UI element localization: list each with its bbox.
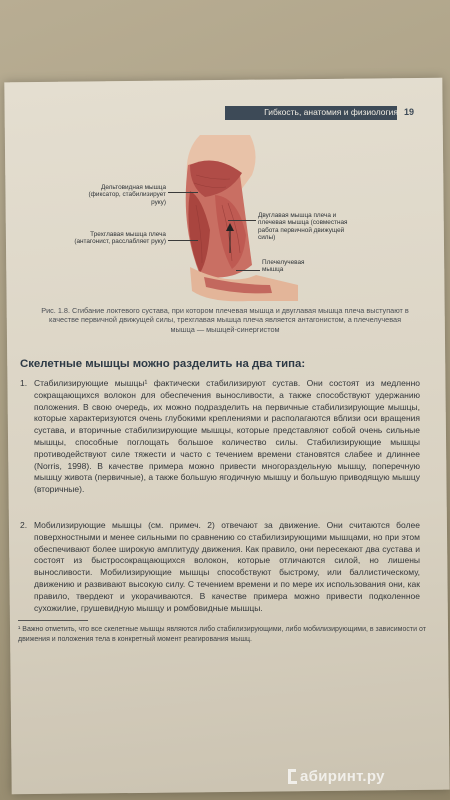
figure-caption: Рис. 1.8. Сгибание локтевого сустава, при котором плечевая мышца и двуглавая мышца плеча выступают в качестве первичной движущей силы, трехглавая мышца плеча является антагонистом, а плечелучевая мышца — мышцей-синергистом xyxy=(41,306,409,334)
list-item-number: 2. xyxy=(20,520,28,530)
callout-triceps: Трехглавая мышца плеча (антагонист, расслабляет руку) xyxy=(74,231,166,246)
section-heading: Скелетные мышцы можно разделить на два типа: xyxy=(20,358,306,370)
callout-brachioradialis: Плечелучевая мышца xyxy=(262,259,305,274)
labirint-logo-icon xyxy=(285,768,299,785)
list-item-mobilizing: Мобилизирующие мышцы (см. примеч. 2) отвечают за движение. Они считаются более поверхностными и менее сильными по сравнению со стабилизирующими мышцами, но при этом обеспечивают более широкую амплитуду движения. Как правило, они пересекают два сустава и состоят из быстросокращающихся волокон, которые отличаются силой, но лишены выносливости. Мобилизирующие мышцы способствуют быстрому, или баллистическому, движению и развивают высокую силу. С течением времени и по мере их использования они, как правило, твердеют и укорачиваются. В качестве примера можно привести подколенное сухожилие, грушевидную мышцу и ромбовидные мышцы. xyxy=(34,520,420,613)
running-header-title: Гибкость, анатомия и физиология xyxy=(264,107,398,117)
list-item-stabilizing: Стабилизирующие мышцы¹ фактически стабилизируют сустав. Они состоят из медленно сокращающихся волокон для обеспечения выносливости, а также способствуют удержанию положения. В свою очередь, их можно подразделить на первичные стабилизирующие мышцы, которые характеризуются очень глубокими креплениями и располагаются вблизи оси вращения сустава, и вторичные стабилизирующие мышцы, которые представляют собой очень сильные мышцы, способные поглощать большое количество силы. Стабилизирующие мышцы противодействуют силе тяжести и часто с течением времени становятся слабее и длиннее (Norris, 1998). В качестве примера можно привести многораздельную мышцу, поперечную мышцу живота (первичные), а также большую ягодичную мышцу и большую приводящую мышцу (вторичные). xyxy=(34,378,420,495)
watermark: абиринт.ру xyxy=(300,768,385,785)
leader-biceps xyxy=(228,220,256,221)
leader-brachioradialis xyxy=(236,270,260,271)
footnote: ¹ Важно отметить, что все скелетные мышцы являются либо стабилизирующими, либо мобилизирующими, в зависимости от движения и положения тела в конкретный момент реагирования мышц. xyxy=(18,626,426,644)
leader-triceps xyxy=(168,240,198,241)
list-item-number: 1. xyxy=(20,378,28,388)
leader-deltoid xyxy=(168,192,198,193)
callout-biceps: Двуглавая мышца плеча и плечевая мышца (совместная работа первичной движущей силы) xyxy=(258,212,348,242)
page-number: 19 xyxy=(404,107,415,117)
callout-deltoid: Дельтовидная мышца (фиксатор, стабилизирует руку) xyxy=(88,184,166,206)
footnote-rule xyxy=(18,620,88,621)
